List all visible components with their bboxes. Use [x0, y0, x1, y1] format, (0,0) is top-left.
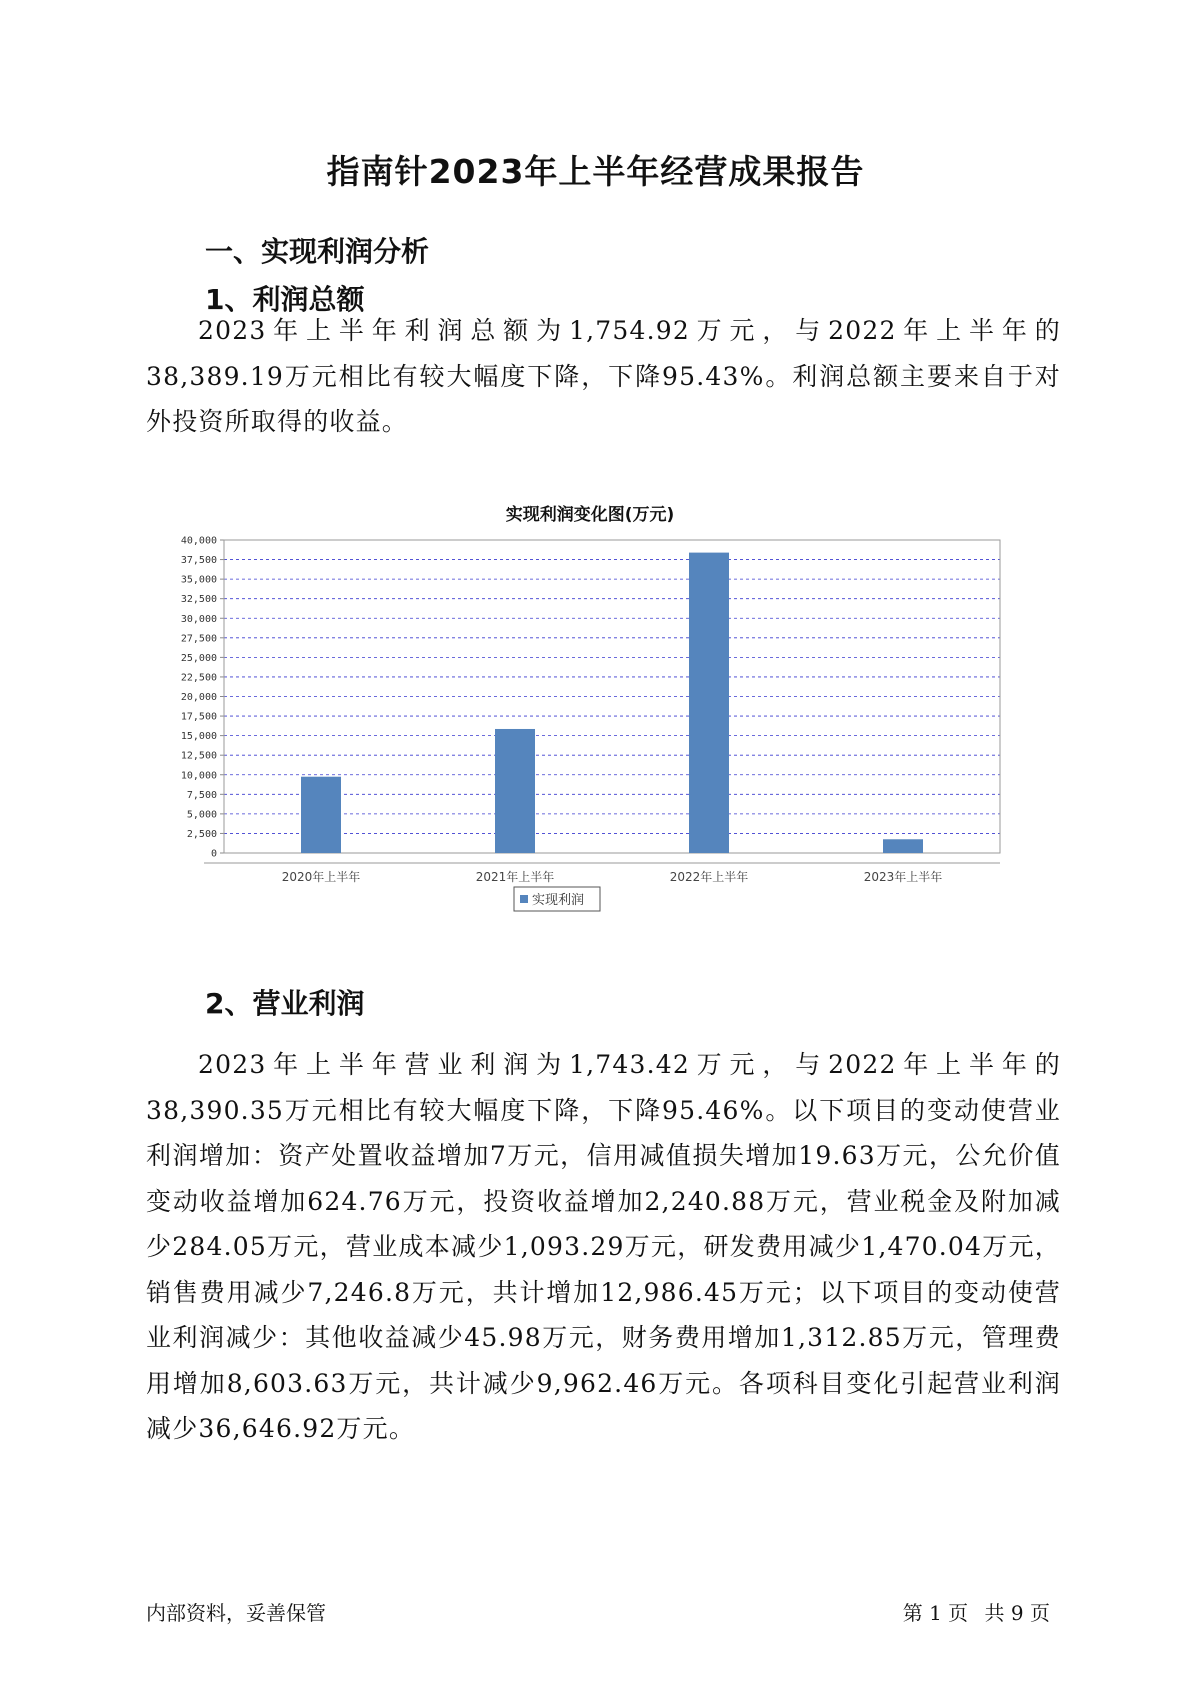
legend-swatch	[520, 895, 528, 903]
y-tick-label: 7,500	[186, 789, 217, 801]
bar	[301, 777, 341, 853]
footer-total-pages: 共 9 页	[984, 1601, 1050, 1625]
chart-svg	[150, 490, 1030, 950]
y-tick-label: 25,000	[180, 652, 217, 664]
bar	[495, 729, 535, 853]
footer-pagination	[893, 1597, 1050, 1626]
y-tick-label: 5,000	[186, 809, 217, 821]
y-tick-label: 17,500	[180, 711, 217, 723]
y-tick-label: 10,000	[180, 770, 217, 782]
section-heading-profit-analysis: 一、实现利润分析	[205, 235, 430, 268]
y-tick-label: 27,500	[180, 633, 217, 645]
x-tick-label: 2023年上半年	[863, 870, 943, 884]
y-tick-label: 40,000	[180, 535, 217, 547]
footer-page-number: 第 1 页	[902, 1601, 969, 1625]
total-profit-paragraph: 2023年上半年利润总额为1,754.92万元，与2022年上半年的38,389.19万元相比有较大幅度下降，下降95.43%。利润总额主要来自于对外投资所取得的收益。	[146, 316, 1061, 436]
y-tick-label: 22,500	[180, 672, 217, 684]
x-tick-label: 2022年上半年	[669, 870, 749, 884]
y-tick-label: 15,000	[180, 731, 217, 743]
y-tick-label: 35,000	[180, 574, 217, 586]
subsection-heading-total-profit: 1、利润总额	[205, 283, 365, 316]
subsection-heading-operating-profit: 2、营业利润	[205, 987, 365, 1020]
footer-confidential-note: 内部资料，妥善保管	[146, 1601, 326, 1625]
document-title: 指南针2023年上半年经营成果报告	[326, 152, 865, 191]
legend-label: 实现利润	[532, 893, 585, 908]
y-tick-label: 30,000	[180, 613, 217, 625]
x-tick-label: 2021年上半年	[475, 870, 555, 884]
y-tick-label: 2,500	[186, 828, 217, 840]
bar	[883, 839, 923, 853]
y-tick-label: 12,500	[180, 750, 217, 762]
y-tick-label: 0	[210, 848, 217, 860]
chart-title: 实现利润变化图(万元)	[505, 505, 675, 525]
y-tick-label: 20,000	[180, 692, 217, 703]
y-tick-label: 37,500	[180, 555, 217, 567]
profit-chart	[150, 490, 1030, 950]
operating-profit-paragraph: 2023年上半年营业利润为1,743.42万元，与2022年上半年的38,390.35万元相比有较大幅度下降，下降95.46%。以下项目的变动使营业利润增加：资产处置收益增加7万元，信用减值损失增加19.63万元，公允价值变动收益增加624.76万元，投资收益增加2,240.88万元，营业税金及附加减少284.05万元，营业成本减少1,093.29万元，研发费用减少1,470.04万元，销售费用减少7,246.8万元，共计增加12,986.45万元；以下项目的变动使营业利润减少：其他收益减少45.98万元，财务费用增加1,312.85万元，管理费用增加8,603.63万元，共计减少9,962.46万元。各项科目变化引起营业利润减少36,646.92万元。	[146, 1050, 1061, 1443]
y-tick-label: 32,500	[180, 594, 217, 606]
x-tick-label: 2020年上半年	[281, 870, 361, 884]
bar	[689, 553, 729, 853]
